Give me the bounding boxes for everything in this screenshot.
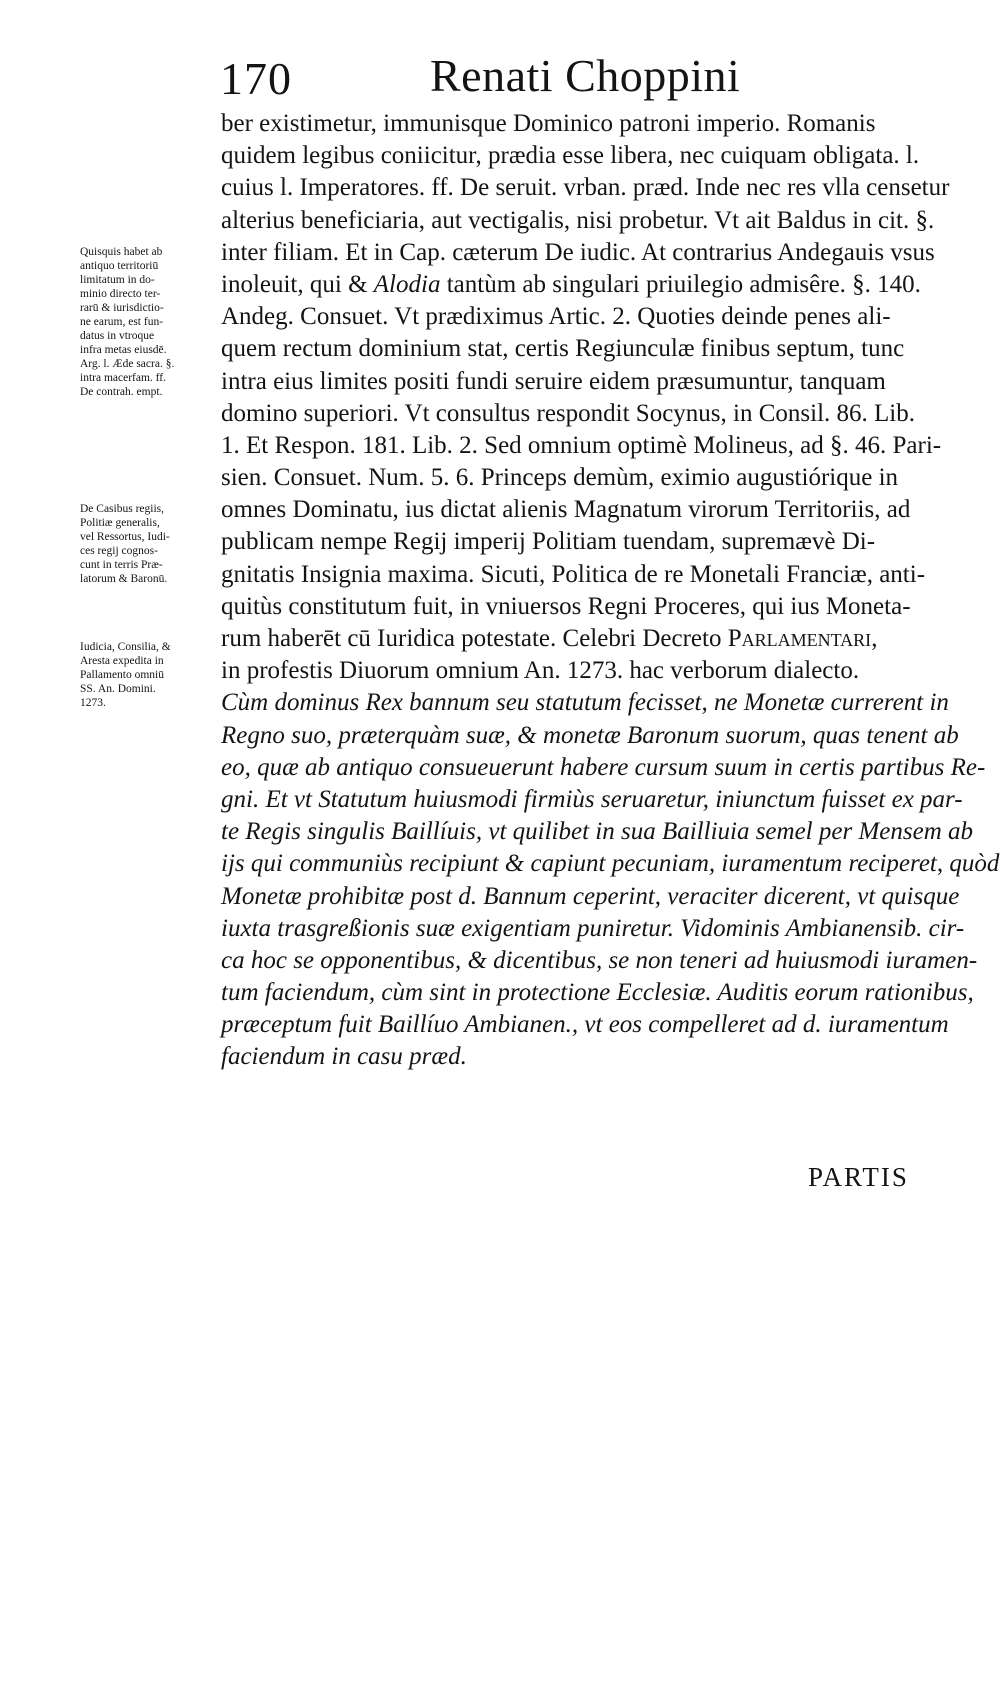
- decree-line: eo, quæ ab antiquo consueuerunt habere cursum suum in certis partibus Re-: [221, 753, 986, 781]
- margin-note-line: De Casibus regiis,: [80, 503, 165, 515]
- margin-note-line: 1273.: [80, 697, 106, 709]
- text-line: ber existimetur, immunisque Dominico patroni imperio. Romanis: [221, 110, 876, 137]
- text-line: inter filiam. Et in Cap. cæterum De iudic. At contrarius Andegauis vsus: [221, 238, 935, 266]
- decree-line: ca hoc se opponentibus, & dicentibus, se non teneri ad huiusmodi iuramen-: [221, 946, 978, 974]
- text-run: rum haberēt cū Iuridica potestate. Celebri Decreto: [221, 625, 728, 652]
- running-title: Renati Choppini: [430, 50, 741, 101]
- smallcaps-term: Parlamentari: [727, 625, 872, 652]
- margin-note-judgments: [80, 640, 224, 710]
- margin-note-line: De contrah. empt.: [80, 386, 163, 398]
- margin-note-royal-cases: [80, 502, 224, 586]
- margin-note-line: intra macerfam. ff.: [80, 372, 166, 384]
- text-run: ,: [871, 625, 878, 652]
- margin-note-territory: [80, 245, 224, 399]
- decree-line: iuxta trasgreßionis suæ exigentiam puniretur. Vidominis Ambianensib. cir-: [221, 914, 965, 942]
- margin-note-line: datus in vtroque: [80, 330, 155, 342]
- italic-term: Alodia: [373, 270, 441, 298]
- text-line: omnes Dominatu, ius dictat alienis Magnatum virorum Territoriis, ad: [221, 496, 911, 524]
- margin-note-line: minio directo ter-: [80, 288, 161, 300]
- text-line: in profestis Diuorum omnium An. 1273. hac verborum dialecto.: [221, 657, 860, 685]
- text-line: Andeg. Consuet. Vt prædiximus Artic. 2. Quoties deinde penes ali-: [221, 303, 891, 331]
- text-line: [221, 269, 933, 301]
- text-line: alterius beneficiaria, aut vectigalis, nisi probetur. Vt ait Baldus in cit. §.: [221, 206, 935, 234]
- text-run: inoleuit, qui &: [221, 270, 374, 298]
- text-line: quitùs constitutum fuit, in vniuersos Regni Proceres, qui ius Moneta-: [221, 592, 911, 620]
- text-line: [221, 623, 933, 655]
- margin-note-line: limitatum in do-: [80, 274, 155, 286]
- decree-line: Monetæ prohibitæ post d. Bannum ceperint, veraciter dicerent, vt quisque: [221, 882, 960, 910]
- decree-line: gni. Et vt Statutum huiusmodi firmiùs seruaretur, iniunctum fuisset ex par-: [221, 785, 963, 813]
- margin-note-line: Pallamento omniū: [80, 669, 165, 681]
- margin-note-line: vel Ressortus, Iudi-: [80, 531, 170, 543]
- main-text: [221, 108, 1000, 1074]
- margin-note-line: ne earum, est fun-: [80, 316, 164, 328]
- margin-note-line: Politiæ generalis,: [80, 517, 160, 529]
- catchword: PARTIS: [808, 1162, 909, 1192]
- margin-note-line: Iudicia, Consilia, &: [80, 641, 171, 653]
- margin-note-line: cunt in terris Præ-: [80, 559, 163, 571]
- text-run: tantùm ab singulari priuilegio admisêre. §. 140.: [440, 270, 921, 298]
- text-line: intra eius limites positi fundi seruire eidem præsumuntur, tanquam: [221, 367, 886, 395]
- margin-note-line: infra metas eiusdē.: [80, 344, 167, 356]
- margin-note-line: ces regij cognos-: [80, 545, 158, 557]
- text-line: 1. Et Respon. 181. Lib. 2. Sed omnium optimè Molineus, ad §. 46. Pari-: [221, 431, 942, 459]
- decree-line: te Regis singulis Baillíuis, vt quilibet in sua Bailliuia semel per Mensem ab: [221, 818, 974, 846]
- margin-note-line: Arg. l. Æde sacra. §.: [80, 358, 175, 370]
- margin-note-line: rarū & iurisdictio-: [80, 302, 164, 314]
- decree-line: faciendum in casu præd.: [221, 1043, 467, 1071]
- text-line: cuius l. Imperatores. ff. De seruit. vrban. præd. Inde nec res vlla censetur: [221, 174, 950, 202]
- decree-line: Regno suo, præterquàm suæ, & monetæ Baronum suorum, quas tenent ab: [221, 721, 959, 749]
- margin-note-line: antiquo territoriū: [80, 260, 159, 272]
- text-line: quidem legibus coniicitur, prædia esse libera, nec cuiquam obligata. l.: [221, 142, 920, 170]
- text-line: gnitatis Insignia maxima. Sicuti, Politica de re Monetali Franciæ, anti-: [221, 560, 926, 588]
- margin-note-line: latorum & Baronū.: [80, 573, 168, 585]
- decree-line: præceptum fuit Baillíuo Ambianen., vt eos compelleret ad d. iuramentum: [221, 1011, 949, 1039]
- text-line: sien. Consuet. Num. 5. 6. Princeps demùm, eximio augustiórique in: [221, 464, 899, 492]
- margin-note-line: SS. An. Domini.: [80, 683, 156, 695]
- decree-line: Cùm dominus Rex bannum seu statutum fecisset, ne Monetæ currerent in: [221, 689, 949, 717]
- decree-line: ijs qui communiùs recipiunt & capiunt pecuniam, iuramentum reciperet, quòd: [221, 850, 1000, 878]
- margin-note-line: Aresta expedita in: [80, 655, 164, 667]
- margin-note-line: Quisquis habet ab: [80, 246, 163, 258]
- text-line: quem rectum dominium stat, certis Regiunculæ finibus septum, tunc: [221, 335, 905, 363]
- page-number: 170: [220, 53, 292, 104]
- text-line: publicam nempe Regij imperij Politiam tuendam, supremævè Di-: [221, 528, 876, 556]
- decree-line: tum faciendum, cùm sint in protectione Ecclesiæ. Auditis eorum rationibus,: [221, 979, 974, 1007]
- text-line: domino superiori. Vt consultus respondit Socynus, in Consil. 86. Lib.: [221, 399, 915, 427]
